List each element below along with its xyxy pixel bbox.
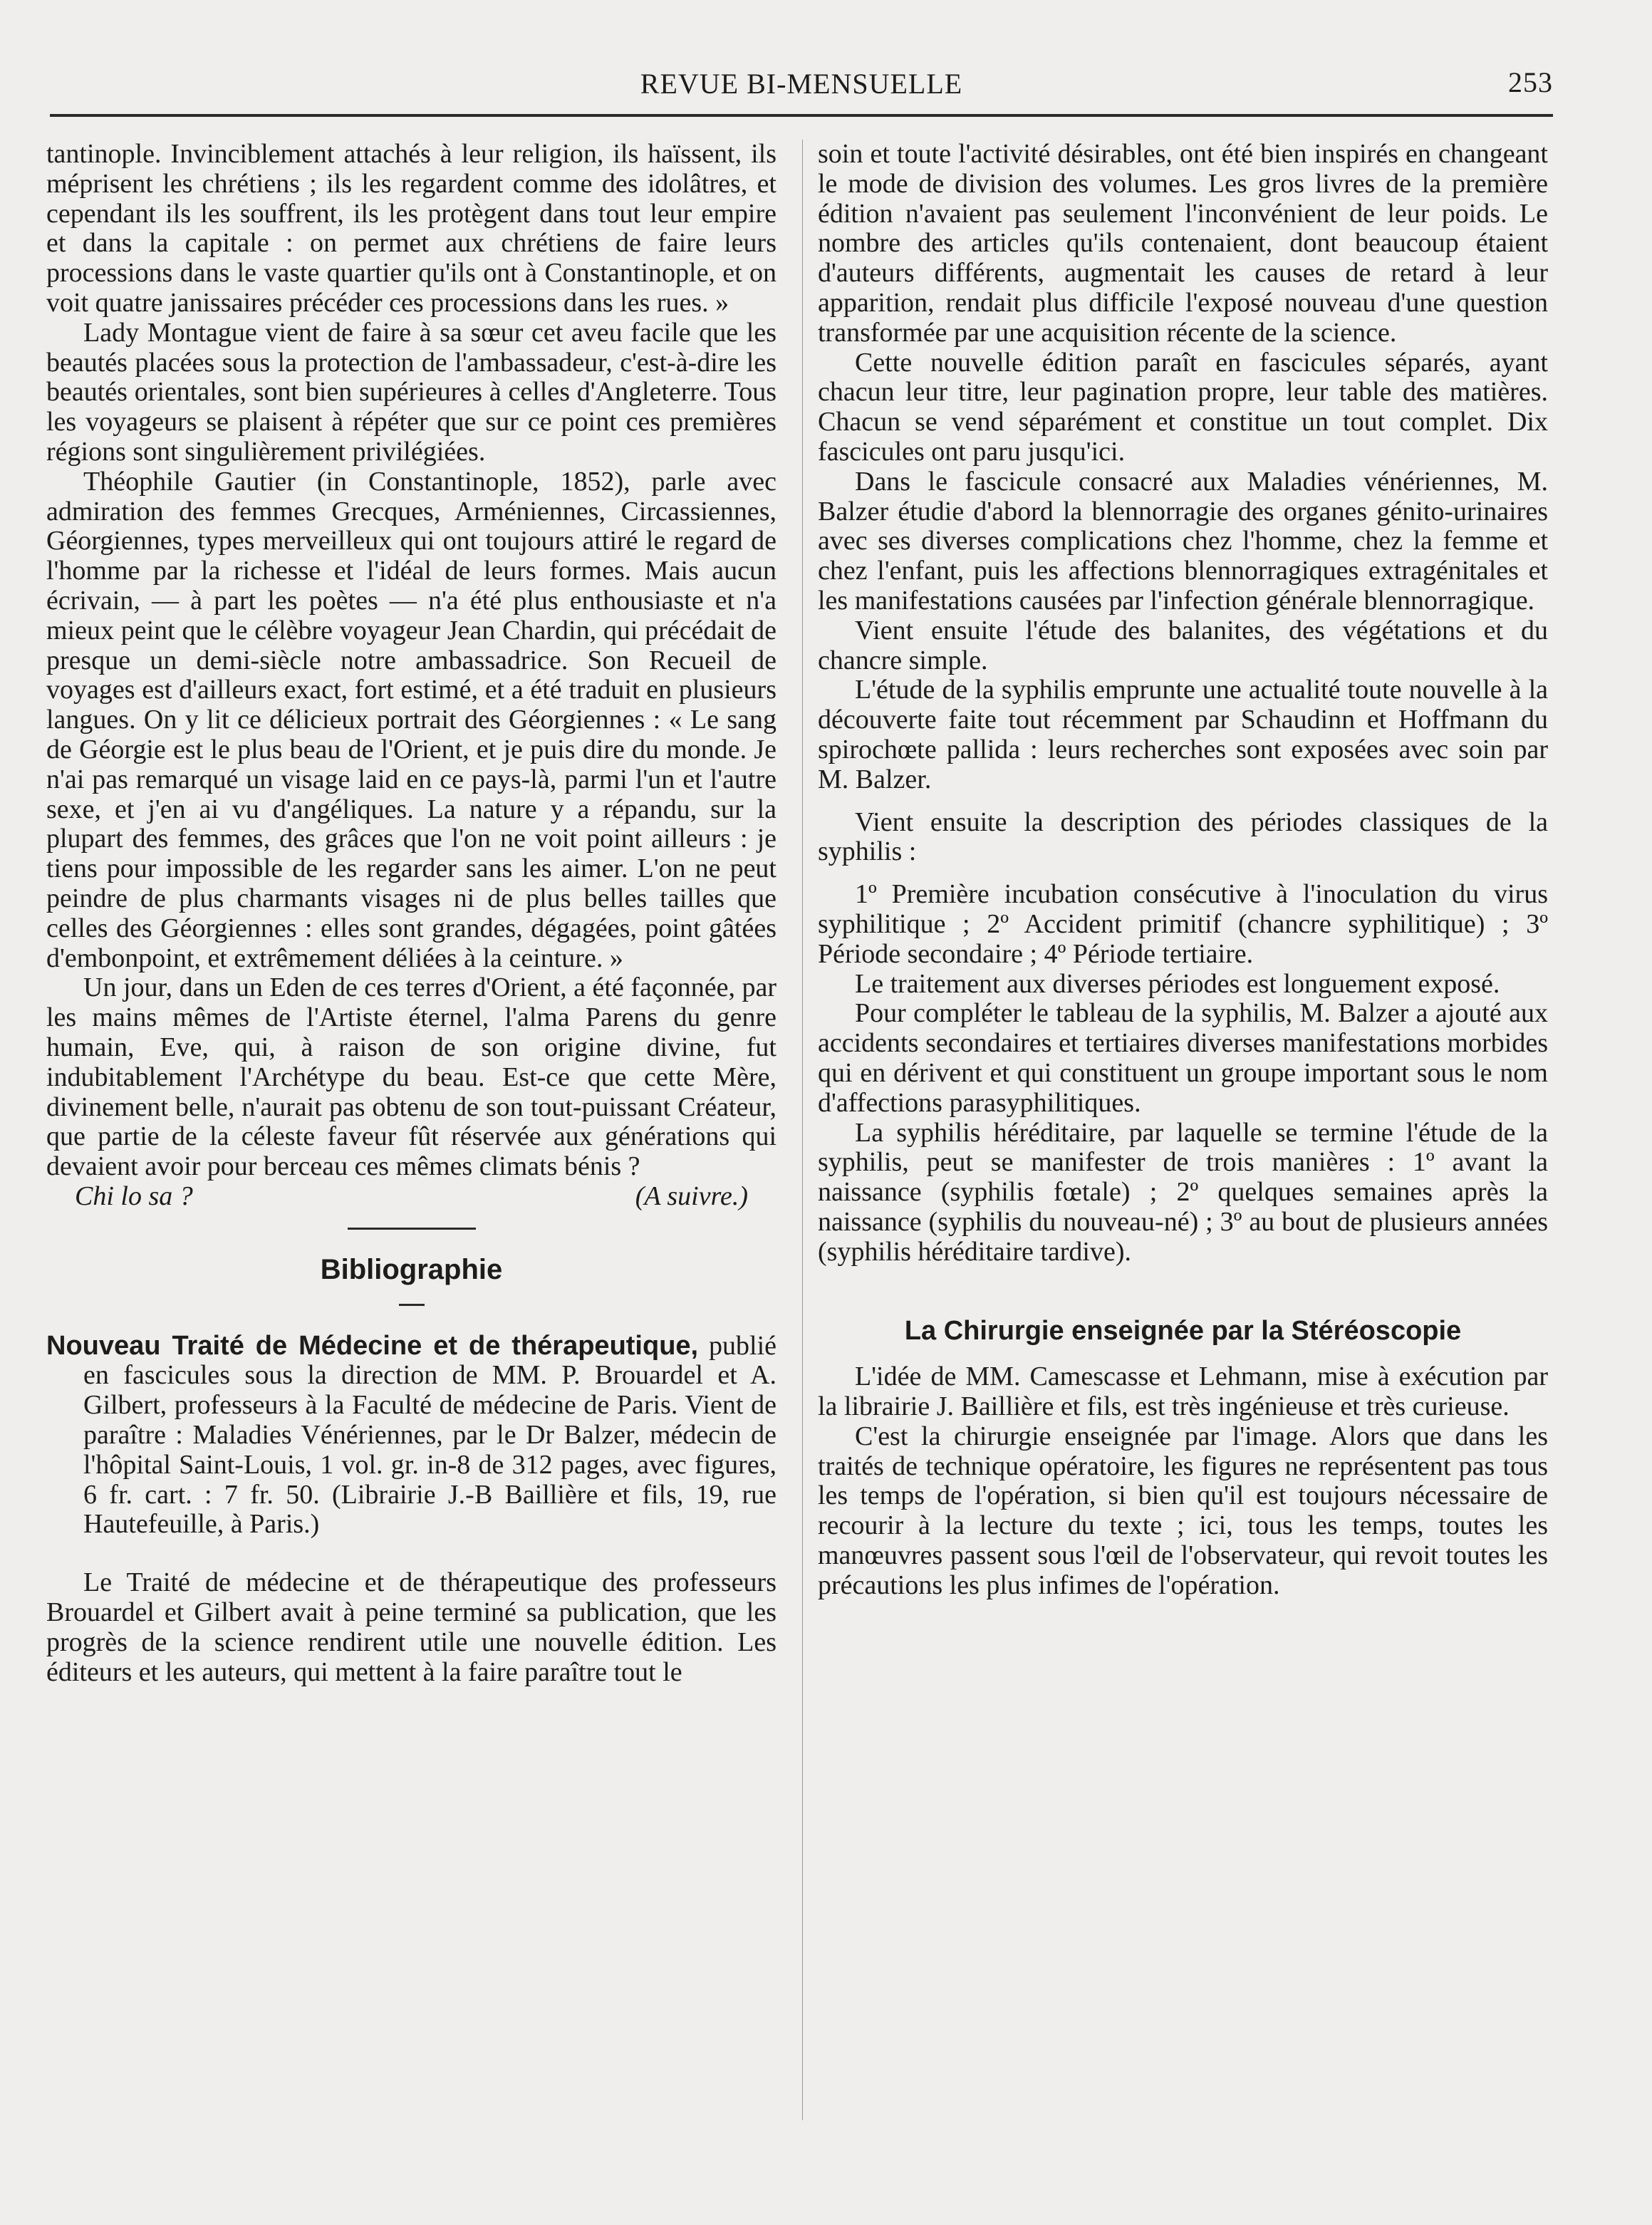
paragraph: L'idée de MM. Camescasse et Lehmann, mise à exécution par la librairie J. Baillière et fils, est très ingénieuse et très curieuse. xyxy=(818,1362,1548,1422)
paragraph: Pour compléter le tableau de la syphilis, M. Balzer a ajouté aux accidents secondaires et tertiaires diverses manifestations morbides qui en dérivent et qui constituent un groupe important sous le nom d'affections parasyphilitiques. xyxy=(818,998,1548,1118)
attribution-line xyxy=(46,1182,776,1212)
paragraph: L'étude de la syphilis emprunte une actualité toute nouvelle à la découverte faite tout récemment par Schaudinn et Hoffmann du spirochœte pallida : leurs recherches sont exposées avec soin par M. Balzer. xyxy=(818,675,1548,794)
page-number: 253 xyxy=(1508,66,1553,98)
journal-title: REVUE BI-MENSUELLE xyxy=(640,67,963,100)
paragraph: Un jour, dans un Eden de ces terres d'Orient, a été façonnée, par les mains mêmes de l'Artiste éternel, l'alma Parens du genre humain, Eve, qui, à raison de son origine divine, fut indubitablement l'Archétype du beau. Est-ce que cette Mère, divinement belle, n'aurait pas obtenu de son tout-puissant Créateur, que partie de la céleste faveur fût réservée aux générations qui devaient avoir pour berceau ces mêmes climats bénis ? xyxy=(46,973,776,1182)
paragraph: C'est la chirurgie enseignée par l'image. Alors que dans les traités de technique opératoire, les figures ne représentent pas tous les temps de l'opération, si bien qu'il est toujours nécessaire de recourir à la lecture du texte ; ici, tous les temps, toutes les manœuvres passent sous l'œil de l'observateur, qui revoit toutes les précautions les plus infimes de l'opération. xyxy=(818,1421,1548,1600)
paragraph: La syphilis héréditaire, par laquelle se termine l'étude de la syphilis, peut se manifester de trois manières : 1º avant la naissance (syphilis fœtale) ; 2º quelques semaines après la naissance (syphilis du nouveau-né) ; 3º au bout de plusieurs années (syphilis héréditaire tardive). xyxy=(818,1117,1548,1267)
to-be-continued: (A suivre.) xyxy=(635,1181,748,1211)
paragraph: Cette nouvelle édition paraît en fascicules séparés, ayant chacun leur titre, leur pagination propre, leur table des matières. Chacun se vend séparément et constitue un tout complet. Dix fascicules ont paru jusqu'ici. xyxy=(818,347,1548,467)
column-rule xyxy=(802,140,803,2120)
closing-quote: Chi lo sa ? xyxy=(75,1181,193,1211)
heading-dash xyxy=(399,1304,425,1306)
right-column xyxy=(818,140,1548,1601)
bibliography-entry xyxy=(46,1332,776,1540)
spacer xyxy=(818,867,1548,880)
review-paragraph: Le Traité de médecine et de thérapeutique des professeurs Brouardel et Gilbert avait à peine terminé sa publication, que les progrès de la science rendirent utile une nouvelle édition. Les éditeurs et les auteurs, qui mettent à la faire paraître tout le xyxy=(46,1567,776,1687)
left-column xyxy=(46,140,776,1687)
paragraph: Vient ensuite la description des périodes classiques de la syphilis : xyxy=(818,807,1548,867)
entry-details: publié en fascicules sous la direction de MM. P. Brouardel et A. Gilbert, professeurs à la Faculté de médecine de Paris. Vient de paraître : Maladies Vénériennes, par le Dr Balzer, médecin de l'hôpital Saint-Louis, 1 vol. gr. in-8 de 312 pages, avec figures, 6 fr. cart. : 7 fr. 50. (Librairie J.-B Baillière et fils, 19, rue Hautefeuille, à Paris.) xyxy=(83,1330,776,1540)
running-header xyxy=(50,63,1553,104)
paragraph: Le traitement aux diverses périodes est longuement exposé. xyxy=(855,968,1500,999)
paragraph: Vient ensuite l'étude des balanites, des végétations et du chancre simple. xyxy=(818,615,1548,675)
entry-title: Nouveau Traité de Médecine et de thérapeutique, xyxy=(46,1330,699,1361)
paragraph: soin et toute l'activité désirables, ont été bien inspirés en changeant le mode de division des volumes. Les gros livres de la première édition n'avaient pas seulement l'inconvénient de leur poids. Le nombre des articles qu'ils contenaient, dont beaucoup étaient d'auteurs différents, augmentait les causes de retard à leur apparition, rendait plus difficile l'exposé nouveau d'une question transformée par une acquisition récente de la science. xyxy=(818,139,1548,348)
paragraph: Théophile Gautier (in Constantinople, 1852), parle avec admiration des femmes Grecques, Arméniennes, Circassiennes, Géorgiennes, types merveilleux qui ont toujours attiré le regard de l'homme par la richesse et l'idéal de leurs formes. Mais aucun écrivain, — à part les poètes — n'a été plus enthousiaste et n'a mieux peint que le célèbre voyageur Jean Chardin, qui précédait de presque un demi-siècle notre ambassadrice. Son Recueil de voyages est d'ailleurs exact, fort estimé, et a été traduit en plusieurs langues. On y lit ce délicieux portrait des Géorgiennes : « Le sang de Géorgie est le plus beau de l'Orient, et je puis dire du monde. Je n'ai pas remarqué un visage laid en ce pays-là, parmi l'un et l'autre sexe, et j'en ai vu d'angéliques. La nature y a répandu, sur la plupart des femmes, des grâces que l'on ne voit point ailleurs : je tiens pour impossible de les regarder sans les aimer. L'on ne peut peindre de plus charmants visages ni de plus belles tailles que celles des Géorgiennes : elles sont grandes, dégagées, point gâtées d'embonpoint, et extrêmement déliées à la ceinture. » xyxy=(46,466,776,973)
section-heading-chirurgie: La Chirurgie enseignée par la Stéréoscopie xyxy=(904,1316,1462,1347)
section-heading-bibliographie: Bibliographie xyxy=(320,1253,503,1285)
paragraph: tantinople. Invinciblement attachés à leur religion, ils haïssent, ils méprisent les chrétiens ; ils les regardent comme des idolâtres, et cependant ils les souffrent, ils les protègent dans tout leur empire et dans la capitale : on permet aux chrétiens de faire leurs processions dans le vaste quartier qu'ils ont à Constantinople, et on voit quatre janissaires précéder ces processions dans les rues. » xyxy=(46,139,776,318)
periods-list: 1º Première incubation consécutive à l'inoculation du virus syphilitique ; 2º Accident primitif (chancre syphilitique) ; 3º Période secondaire ; 4º Période tertiaire. xyxy=(818,879,1548,969)
header-rule xyxy=(50,114,1553,117)
paragraph: Dans le fascicule consacré aux Maladies vénériennes, M. Balzer étudie d'abord la blennorragie des organes génito-urinaires avec ses diverses complications chez l'homme, chez la femme et chez l'enfant, puis les affections blennorragiques extragénitales et les manifestations causées par l'infection générale blennorragique. xyxy=(818,466,1548,616)
section-divider xyxy=(348,1228,476,1230)
entry-paragraph xyxy=(46,1332,776,1540)
paragraph: Lady Montague vient de faire à sa sœur cet aveu facile que les beautés placées sous la protection de l'ambassadeur, c'est-à-dire les beautés orientales, sont bien supérieures à celles d'Angleterre. Tous les voyageurs se plaisent à répéter que sur ce point ces premières régions sont singulièrement privilégiées. xyxy=(46,317,776,467)
spacer xyxy=(818,795,1548,808)
